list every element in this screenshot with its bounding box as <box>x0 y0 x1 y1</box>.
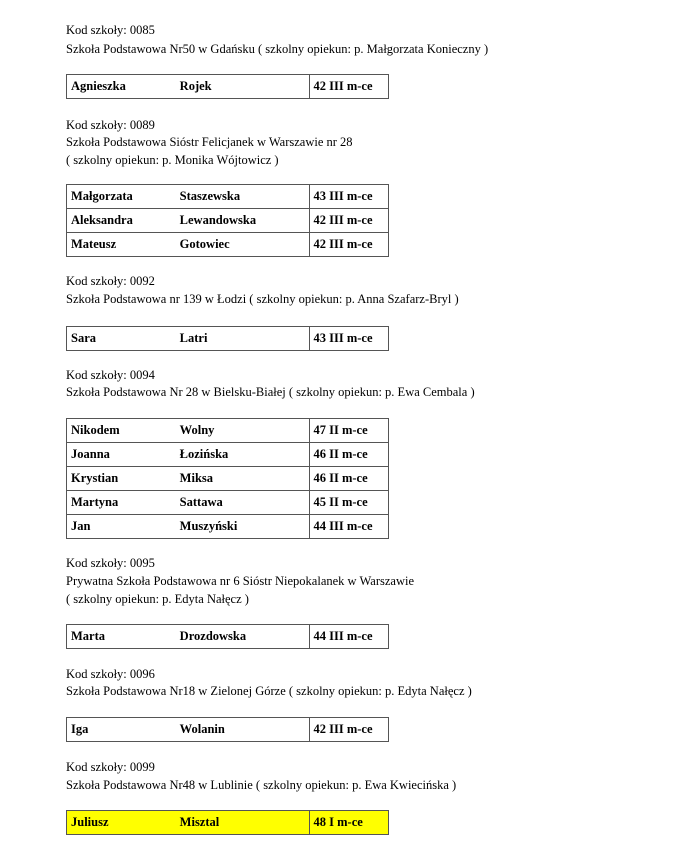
last-name: Lewandowska <box>176 209 309 233</box>
school-name: Prywatna Szkoła Podstawowa nr 6 Sióstr Niepokalanek w Warszawie <box>66 574 414 588</box>
results-table <box>66 326 389 351</box>
results-table <box>66 717 389 742</box>
result: 42 III m-ce <box>309 233 389 257</box>
school-code: Kod szkoły: 0094 <box>66 368 155 382</box>
first-name: Nikodem <box>67 419 176 443</box>
school-name: Szkoła Podstawowa nr 139 w Łodzi ( szkolny opiekun: p. Anna Szafarz-Bryl ) <box>66 292 459 306</box>
last-name: Misztal <box>176 811 309 835</box>
last-name: Muszyński <box>176 515 309 539</box>
table-row <box>67 75 389 99</box>
result: 43 III m-ce <box>309 327 389 351</box>
first-name: Agnieszka <box>67 75 176 99</box>
school-name: Szkoła Podstawowa Nr50 w Gdańsku ( szkolny opiekun: p. Małgorzata Konieczny ) <box>66 42 489 56</box>
first-name: Iga <box>67 718 176 742</box>
results-table <box>66 184 389 257</box>
first-name: Martyna <box>67 491 176 515</box>
results-table <box>66 74 389 99</box>
first-name: Jan <box>67 515 176 539</box>
table-row <box>67 718 389 742</box>
last-name: Łozińska <box>176 443 309 467</box>
table-row <box>67 625 389 649</box>
table-row-highlighted <box>67 811 389 835</box>
school-code: Kod szkoły: 0095 <box>66 556 155 570</box>
school-name-line-2: ( szkolny opiekun: p. Monika Wójtowicz ) <box>66 153 279 167</box>
table-row <box>67 185 389 209</box>
school-code: Kod szkoły: 0092 <box>66 274 155 288</box>
school-name: Szkoła Podstawowa Nr 28 w Bielsku-Białej ( szkolny opiekun: p. Ewa Cembala ) <box>66 385 475 399</box>
table-row <box>67 419 389 443</box>
table-row <box>67 209 389 233</box>
table-row <box>67 327 389 351</box>
last-name: Staszewska <box>176 185 309 209</box>
last-name: Wolanin <box>176 718 309 742</box>
first-name: Juliusz <box>67 811 176 835</box>
last-name: Miksa <box>176 467 309 491</box>
first-name: Joanna <box>67 443 176 467</box>
results-table <box>66 418 389 539</box>
last-name: Rojek <box>176 75 309 99</box>
result: 43 III m-ce <box>309 185 389 209</box>
result: 46 II m-ce <box>309 443 389 467</box>
first-name: Mateusz <box>67 233 176 257</box>
table-row <box>67 233 389 257</box>
table-row <box>67 467 389 491</box>
last-name: Gotowiec <box>176 233 309 257</box>
last-name: Wolny <box>176 419 309 443</box>
result: 46 II m-ce <box>309 467 389 491</box>
school-code: Kod szkoły: 0089 <box>66 118 155 132</box>
school-code: Kod szkoły: 0085 <box>66 23 155 37</box>
result: 42 III m-ce <box>309 209 389 233</box>
school-name: Szkoła Podstawowa Nr18 w Zielonej Górze ( szkolny opiekun: p. Edyta Nałęcz ) <box>66 684 472 698</box>
result: 42 III m-ce <box>309 718 389 742</box>
first-name: Marta <box>67 625 176 649</box>
result: 48 I m-ce <box>309 811 389 835</box>
first-name: Aleksandra <box>67 209 176 233</box>
last-name: Sattawa <box>176 491 309 515</box>
school-name: Szkoła Podstawowa Nr48 w Lublinie ( szkolny opiekun: p. Ewa Kwiecińska ) <box>66 778 457 792</box>
table-row <box>67 491 389 515</box>
result: 42 III m-ce <box>309 75 389 99</box>
table-row <box>67 515 389 539</box>
school-code: Kod szkoły: 0096 <box>66 667 155 681</box>
last-name: Latri <box>176 327 309 351</box>
school-name: Szkoła Podstawowa Sióstr Felicjanek w Warszawie nr 28 <box>66 135 353 149</box>
result: 45 II m-ce <box>309 491 389 515</box>
school-code: Kod szkoły: 0099 <box>66 760 155 774</box>
first-name: Sara <box>67 327 176 351</box>
first-name: Małgorzata <box>67 185 176 209</box>
results-table <box>66 810 389 835</box>
table-row <box>67 443 389 467</box>
first-name: Krystian <box>67 467 176 491</box>
result: 47 II m-ce <box>309 419 389 443</box>
results-table <box>66 624 389 649</box>
last-name: Drozdowska <box>176 625 309 649</box>
result: 44 III m-ce <box>309 515 389 539</box>
result: 44 III m-ce <box>309 625 389 649</box>
school-name-line-2: ( szkolny opiekun: p. Edyta Nałęcz ) <box>66 592 249 606</box>
